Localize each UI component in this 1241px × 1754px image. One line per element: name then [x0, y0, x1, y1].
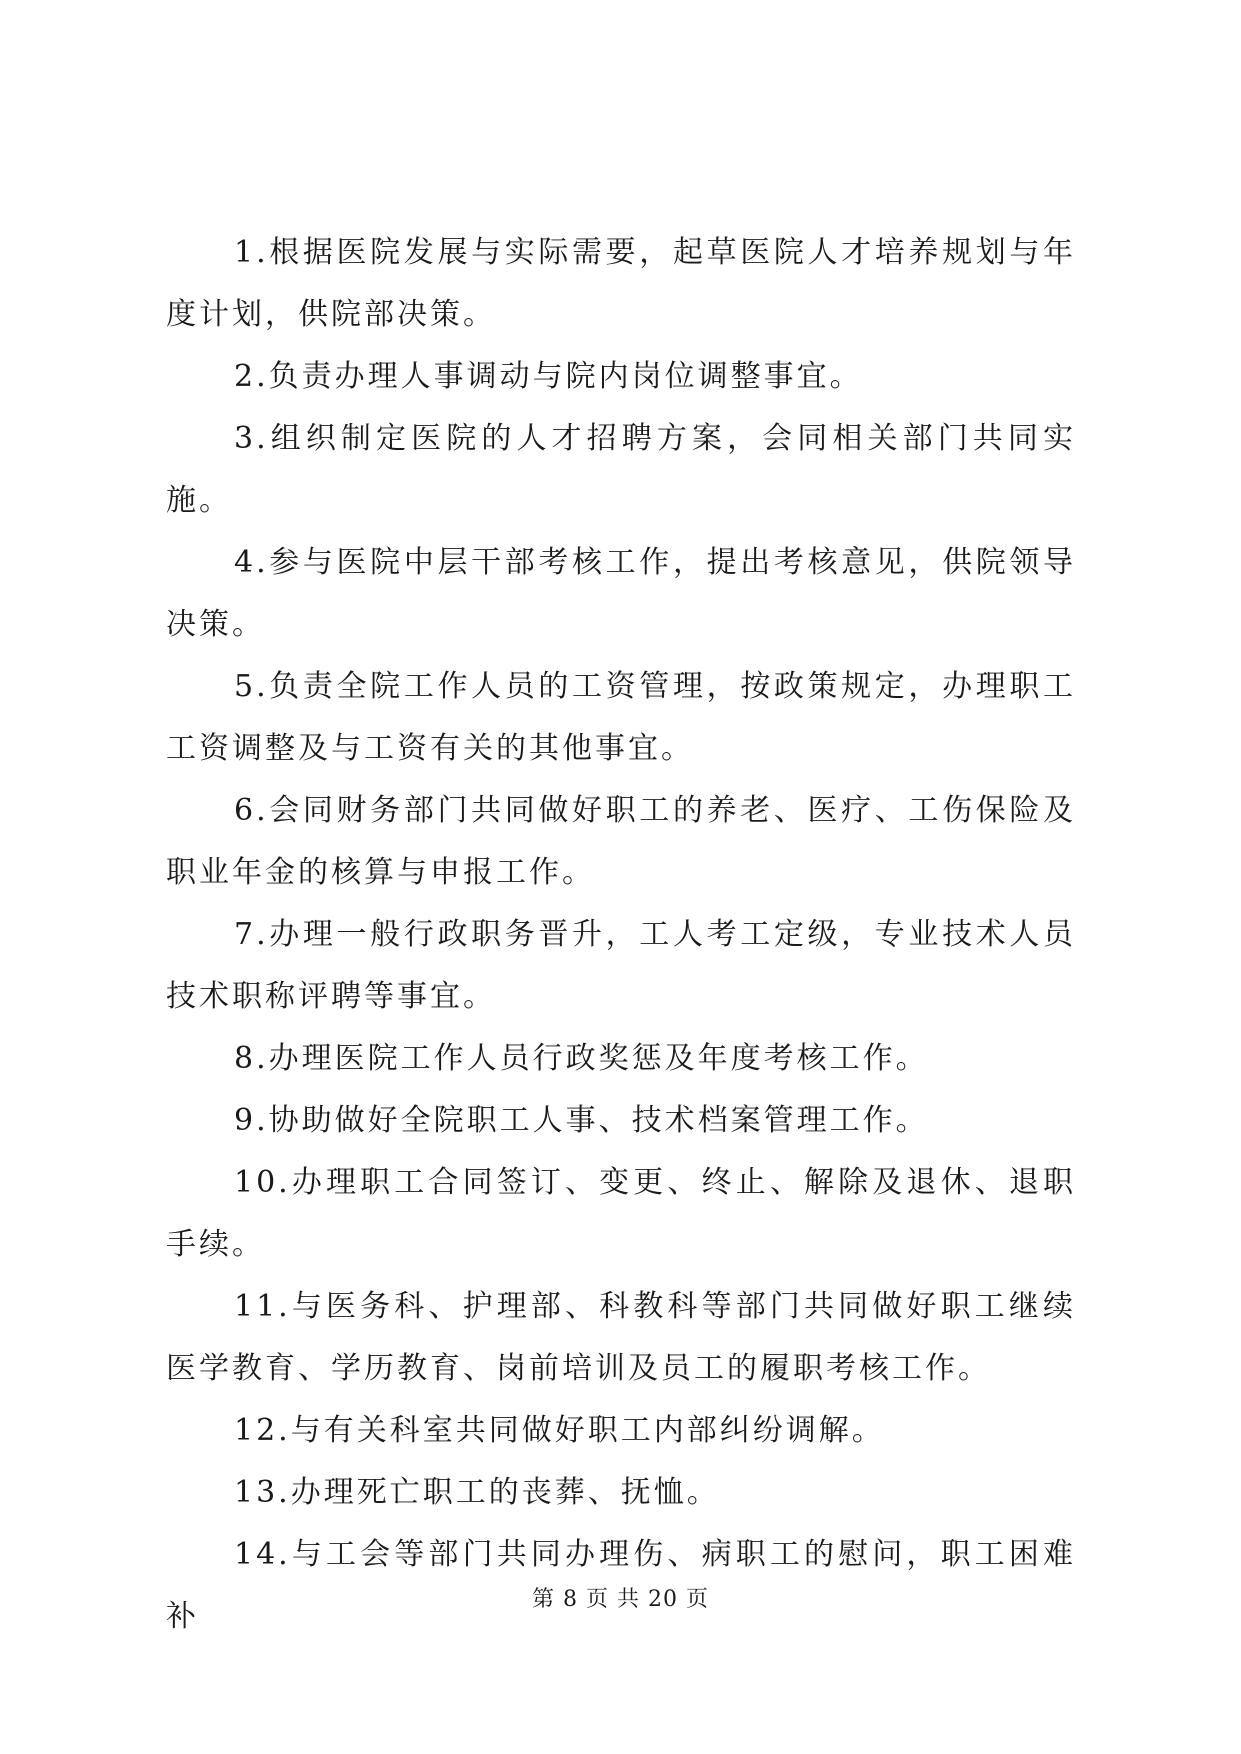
- list-item: 5.负责全院工作人员的工资管理，按政策规定，办理职工工资调整及与工资有关的其他事宜。: [166, 669, 1076, 766]
- list-item: 12.与有关科室共同做好职工内部纠纷调解。: [234, 1413, 885, 1448]
- list-item: 2.负责办理人事调动与院内岗位调整事宜。: [234, 359, 863, 394]
- list-item: 8.办理医院工作人员行政奖惩及年度考核工作。: [234, 1041, 929, 1076]
- list-item: 11.与医务科、护理部、科教科等部门共同做好职工继续医学教育、学历教育、岗前培训及员工的履职考核工作。: [166, 1289, 1076, 1386]
- list-item: 14.与工会等部门共同办理伤、病职工的慰问，职工困难补: [166, 1537, 1076, 1634]
- document-body: [166, 222, 1076, 1648]
- list-item: 3.组织制定医院的人才招聘方案，会同相关部门共同实施。: [166, 421, 1076, 518]
- list-item: 4.参与医院中层干部考核工作，提出考核意见，供院领导决策。: [166, 545, 1076, 642]
- page-number-footer: 第 8 页 共 20 页: [532, 1587, 709, 1612]
- list-item: 9.协助做好全院职工人事、技术档案管理工作。: [234, 1103, 929, 1138]
- list-item: 7.办理一般行政职务晋升，工人考工定级，专业技术人员技术职称评聘等事宜。: [166, 917, 1076, 1014]
- list-item: 1.根据医院发展与实际需要，起草医院人才培养规划与年度计划，供院部决策。: [166, 235, 1076, 332]
- list-item: 10.办理职工合同签订、变更、终止、解除及退休、退职手续。: [166, 1165, 1076, 1262]
- list-item: 6.会同财务部门共同做好职工的养老、医疗、工伤保险及职业年金的核算与申报工作。: [166, 793, 1076, 890]
- list-item: 13.办理死亡职工的丧葬、抚恤。: [234, 1475, 720, 1510]
